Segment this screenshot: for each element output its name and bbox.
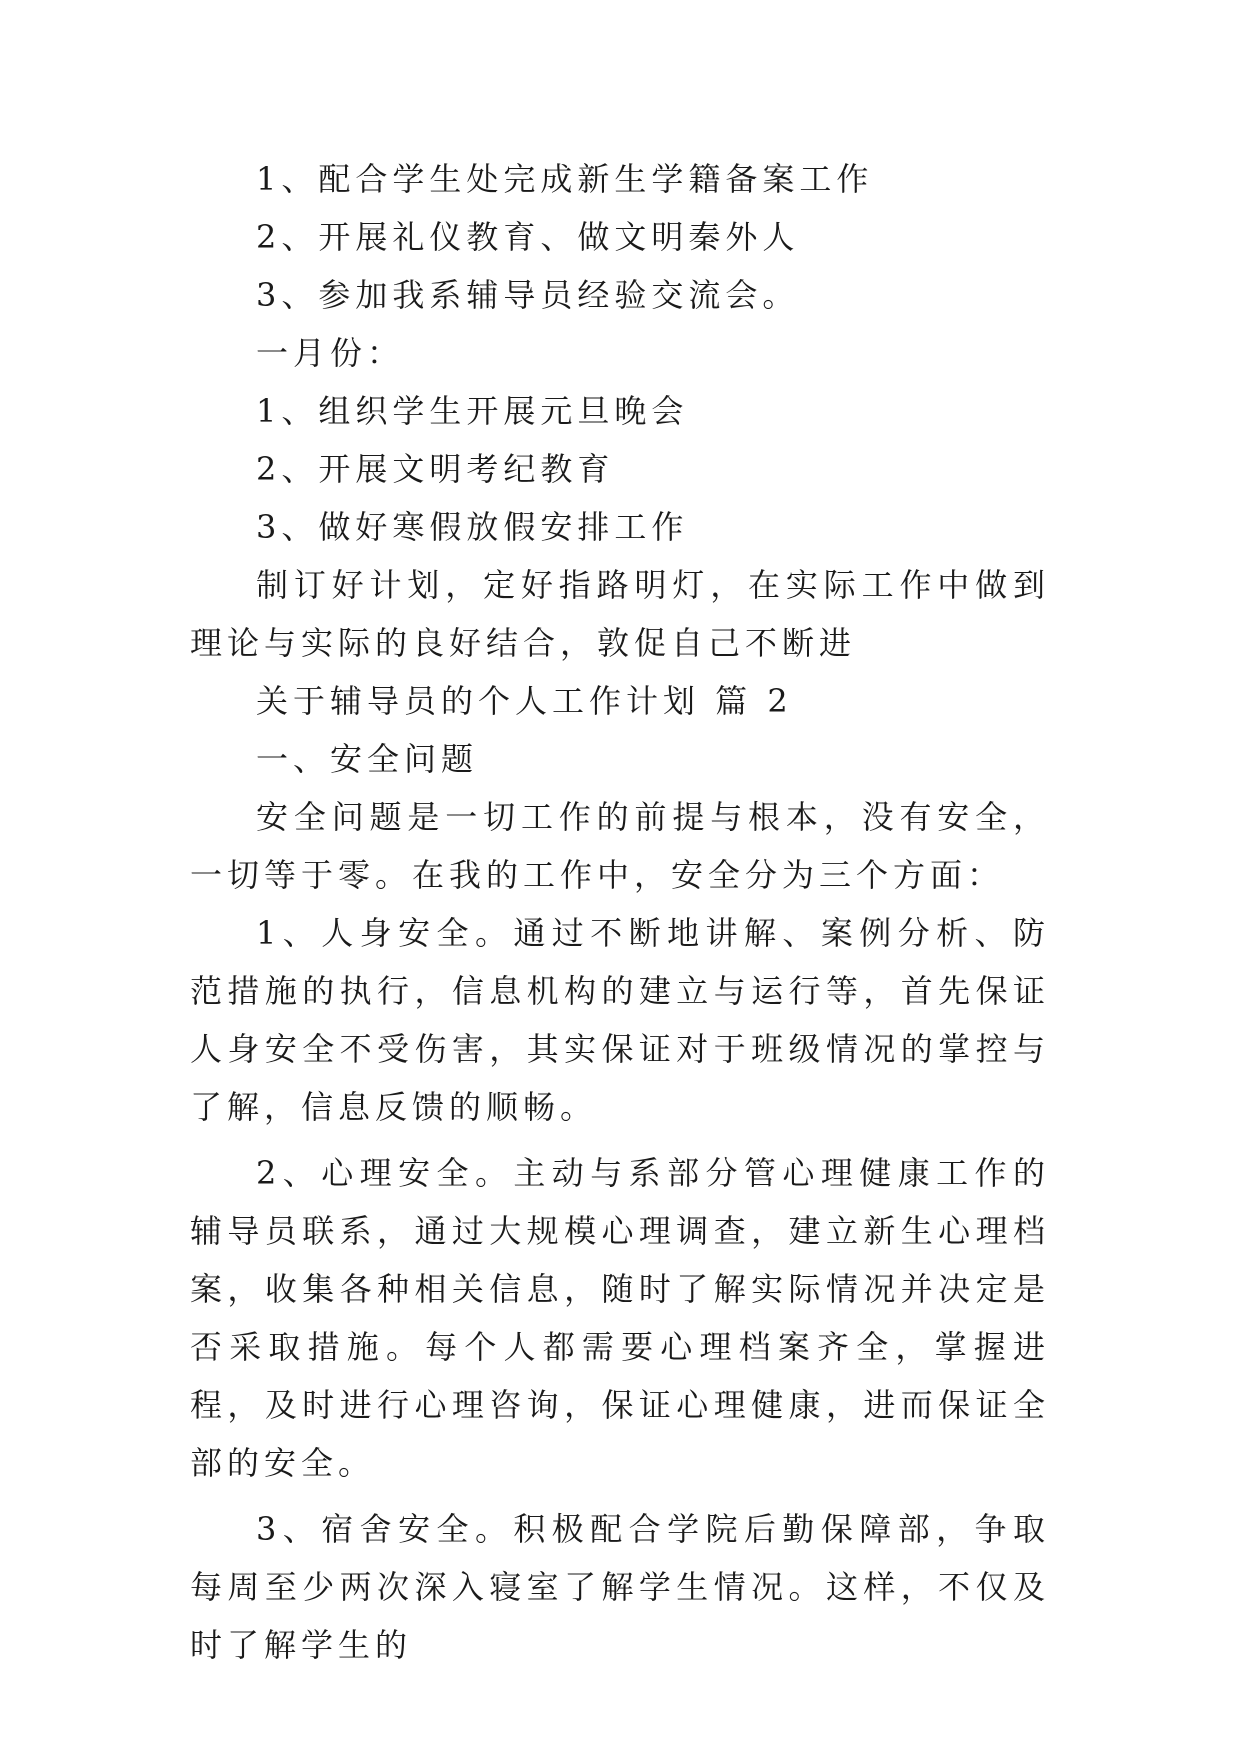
body-paragraph: 3、宿舍安全。积极配合学院后勤保障部，争取每周至少两次深入寝室了解学生情况。这样，不仅及时了解学生的: [190, 1510, 1050, 1664]
list-item: 1、配合学生处完成新生学籍备案工作: [256, 160, 874, 198]
list-item: 1、组织学生开展元旦晚会: [256, 392, 689, 430]
month-heading: 一月份：: [256, 334, 405, 372]
section-title: 关于辅导员的个人工作计划 篇 2: [256, 682, 793, 720]
body-paragraph: 安全问题是一切工作的前提与根本，没有安全，一切等于零。在我的工作中，安全分为三个方面：: [190, 798, 1050, 894]
body-paragraph: 制订好计划，定好指路明灯，在实际工作中做到理论与实际的良好结合，敦促自己不断进: [190, 566, 1050, 662]
list-item: 2、开展礼仪教育、做文明秦外人: [256, 218, 800, 256]
list-item: 3、参加我系辅导员经验交流会。: [256, 276, 800, 314]
section-heading: 一、安全问题: [256, 740, 479, 778]
document-page: [190, 150, 1050, 1674]
list-item: 2、开展文明考纪教育: [256, 450, 615, 488]
body-paragraph: 1、人身安全。通过不断地讲解、案例分析、防范措施的执行，信息机构的建立与运行等，首先保证人身安全不受伤害，其实保证对于班级情况的掌控与了解，信息反馈的顺畅。: [190, 914, 1050, 1126]
list-item: 3、做好寒假放假安排工作: [256, 508, 689, 546]
body-paragraph: 2、心理安全。主动与系部分管心理健康工作的辅导员联系，通过大规模心理调查，建立新生心理档案，收集各种相关信息，随时了解实际情况并决定是否采取措施。每个人都需要心理档案齐全，掌握进程，及时进行心理咨询，保证心理健康，进而保证全部的安全。: [190, 1154, 1050, 1482]
